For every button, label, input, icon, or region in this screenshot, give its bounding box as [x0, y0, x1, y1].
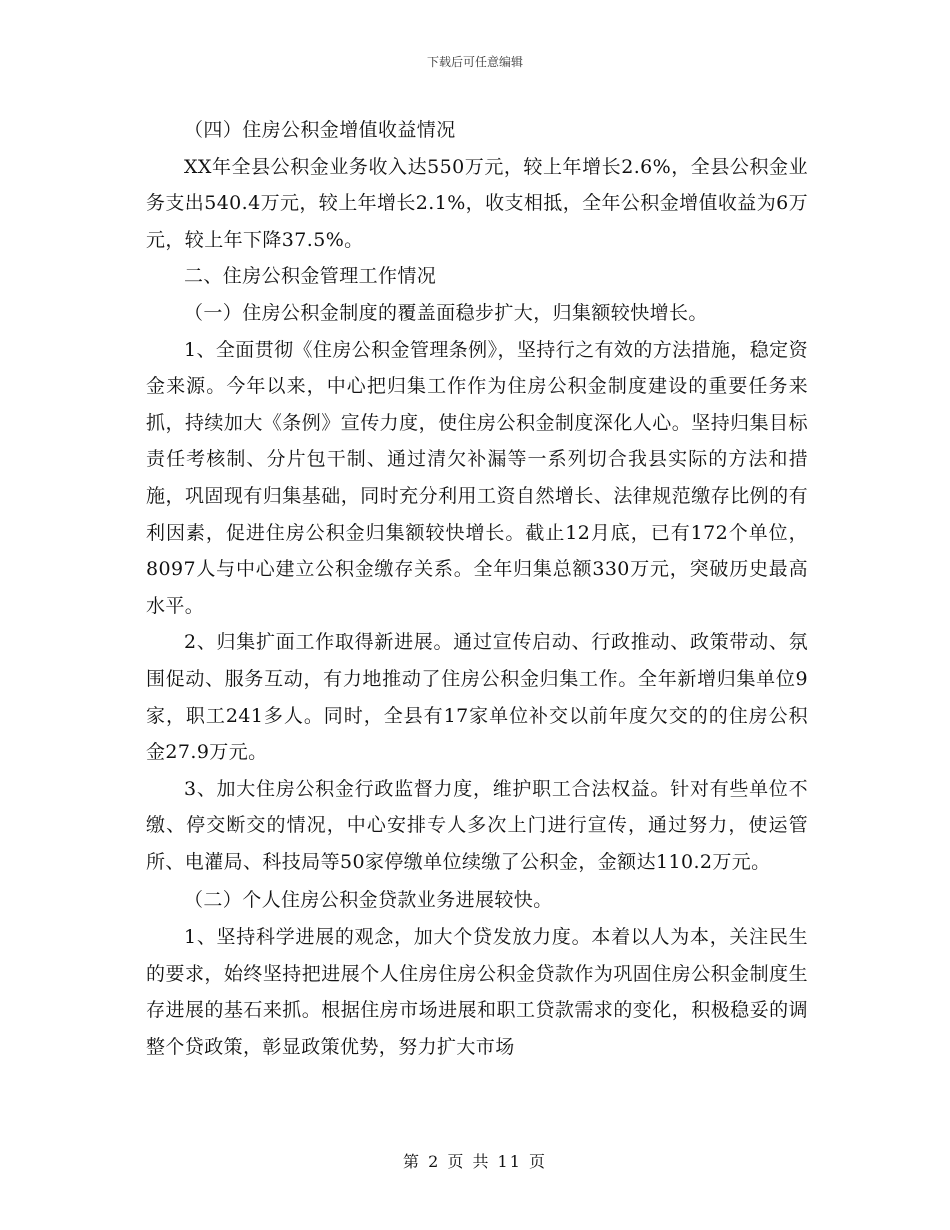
section-heading-management-work: 二、住房公积金管理工作情况: [184, 265, 437, 288]
section-heading-value-added-income: （四）住房公积金增值收益情况: [184, 119, 456, 141]
paragraph-expansion-progress: 2、归集扩面工作取得新进展。通过宣传启动、行政推动、政策带动、氛围促动、服务互动，有力地推动了住房公积金归集工作。全年新增归集单位9家，职工241多人。同时，全县有17家单位补交以前年度欠交的的住房公积金27.9万元。: [146, 631, 808, 764]
document-body: [146, 112, 808, 1065]
subsection-heading-loans: （二）个人住房公积金贷款业务进展较快。: [184, 889, 553, 912]
subsection-heading-coverage: （一）住房公积金制度的覆盖面稳步扩大，归集额较快增长。: [184, 301, 708, 324]
page-number-footer: 第 2 页 共 11 页: [403, 1152, 547, 1171]
paragraph-loan-issuance: 1、坚持科学进展的观念，加大个贷发放力度。本着以人为本，关注民生的要求，始终坚持把进展个人住房住房公积金贷款作为巩固住房公积金制度生存进展的基石来抓。根据住房市场进展和职工贷款需求的变化，积极稳妥的调整个贷政策，彰显政策优势，努力扩大市场: [146, 926, 808, 1058]
page-header: 下载后可任意编辑: [426, 55, 523, 69]
paragraph-supervision: 3、加大住房公积金行政监督力度，维护职工合法权益。针对有些单位不缴、停交断交的情况，中心安排专人多次上门进行宣传，通过努力，使运管所、电灌局、科技局等50家停缴单位续缴了公积金，金额达110.2万元。: [146, 777, 808, 873]
paragraph-regulation-implementation: 1、全面贯彻《住房公积金管理条例》，坚持行之有效的方法措施，稳定资金来源。今年以来，中心把归集工作作为住房公积金制度建设的重要任务来抓，持续加大《条例》宣传力度，使住房公积金制度深化人心。坚持归集目标责任考核制、分片包干制、通过清欠补漏等一系列切合我县实际的方法和措施，巩固现有归集基础，同时充分利用工资自然增长、法律规范缴存比例的有利因素，促进住房公积金归集额较快增长。截止12月底，已有172个单位，8097人与中心建立公积金缴存关系。全年归集总额330万元，突破历史最高水平。: [146, 338, 808, 617]
paragraph-income-summary: XX年全县公积金业务收入达550万元，较上年增长2.6%，全县公积金业务支出540.4万元，较上年增长2.1%，收支相抵，全年公积金增值收益为6万元，较上年下降37.5%。: [146, 155, 808, 251]
